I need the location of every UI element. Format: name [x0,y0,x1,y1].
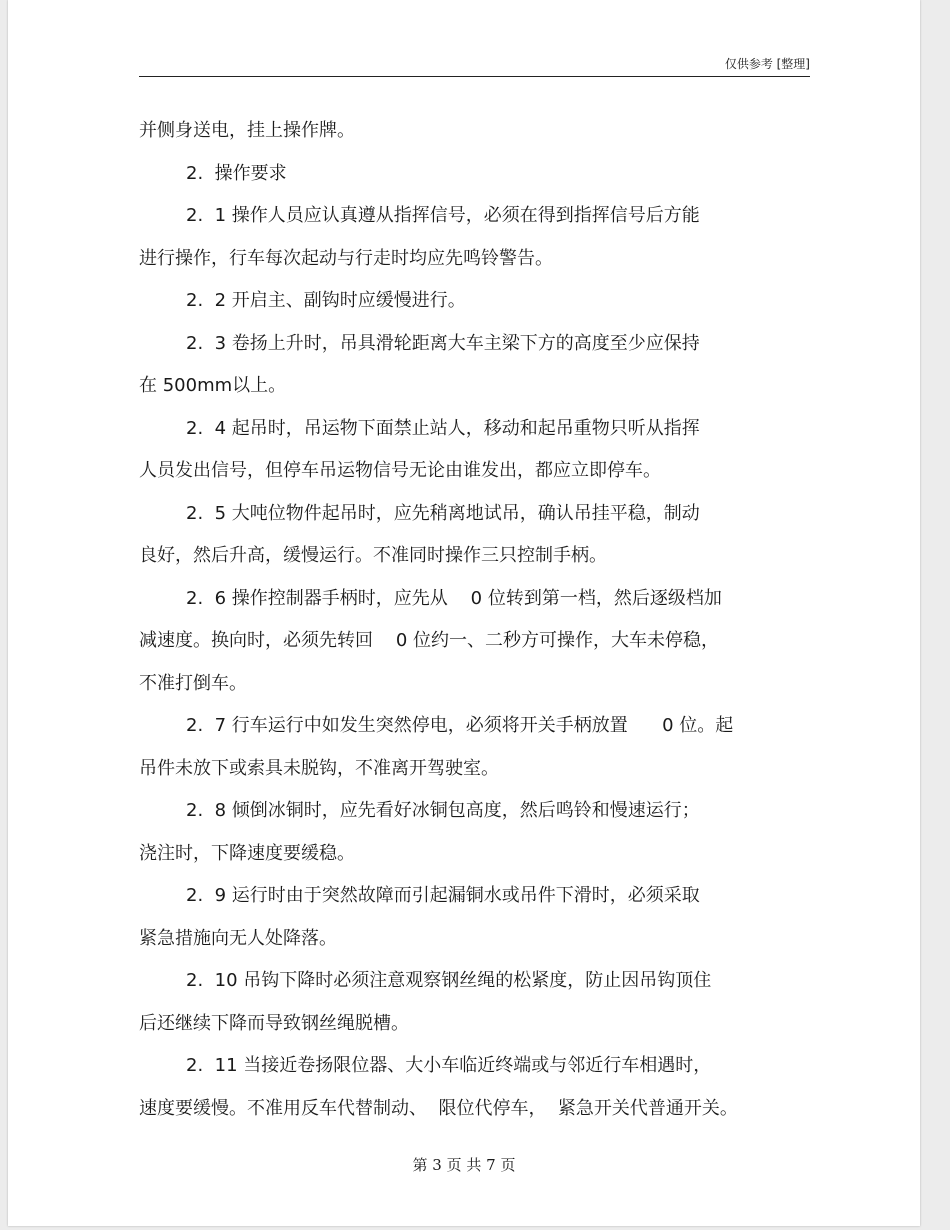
paragraph-line: 2. 2 开启主、副钩时应缓慢进行。 [186,290,466,311]
paragraph-line: 2. 1 操作人员应认真遵从指挥信号，必须在得到指挥信号后方能 [186,205,700,226]
paragraph-line: 2. 11 当接近卷扬限位器、大小车临近终端或与邻近行车相遇时， [186,1055,712,1076]
paragraph-line: 2. 8 倾倒冰铜时，应先看好冰铜包高度，然后鸣铃和慢速运行； [186,800,700,821]
paragraph-line: 不准打倒车。 [139,672,247,694]
paragraph-line: 速度要缓慢。不准用反车代替制动、 限位代停车， 紧急开关代普通开关。 [139,1097,738,1119]
page-number-footer: 第 3 页 共 7 页 [412,1156,516,1174]
paragraph-line: 2. 3 卷扬上升时，吊具滑轮距离大车主梁下方的高度至少应保持 [186,332,700,354]
paragraph-line: 吊件未放下或索具未脱钩，不准离开驾驶室。 [139,757,499,779]
paragraph-line: 2. 4 起吊时，吊运物下面禁止站人，移动和起吊重物只听从指挥 [186,417,700,439]
paragraph-line: 紧急措施向无人处降落。 [139,927,337,949]
paragraph-line: 2. 7 行车运行中如发生突然停电，必须将开关手柄放置 0 位。起 [186,715,734,736]
paragraph-line: 并侧身送电，挂上操作牌。 [139,120,355,141]
paragraph-line: 2. 6 操作控制器手柄时，应先从 0 位转到第一档，然后逐级档加 [186,587,722,609]
paragraph-line: 2. 5 大吨位物件起吊时，应先稍离地试吊，确认吊挂平稳，制动 [186,502,700,524]
document-page [8,0,920,1226]
paragraph-line: 2. 10 吊钩下降时必须注意观察钢丝绳的松紧度，防止因吊钩顶住 [186,970,712,991]
document-body [139,110,810,1130]
paragraph-line: 进行操作，行车每次起动与行走时均应先鸣铃警告。 [139,247,553,269]
paragraph-line: 2. 9 运行时由于突然故障而引起漏铜水或吊件下滑时，必须采取 [186,885,700,906]
paragraph-line: 减速度。换向时，必须先转回 0 位约一、二秒方可操作，大车未停稳， [139,630,720,651]
header-divider [139,76,810,77]
paragraph-line: 在 500mm以上。 [139,375,287,396]
section-heading: 2. 操作要求 [186,162,287,184]
paragraph-line: 浇注时，下降速度要缓稳。 [139,842,355,864]
paragraph-line: 人员发出信号，但停车吊运物信号无论由谁发出，都应立即停车。 [139,460,661,481]
page-header: 仅供参考 [整理] [724,57,810,71]
paragraph-line: 后还继续下降而导致钢丝绳脱槽。 [139,1012,409,1034]
paragraph-line: 良好，然后升高，缓慢运行。不准同时操作三只控制手柄。 [139,545,607,566]
